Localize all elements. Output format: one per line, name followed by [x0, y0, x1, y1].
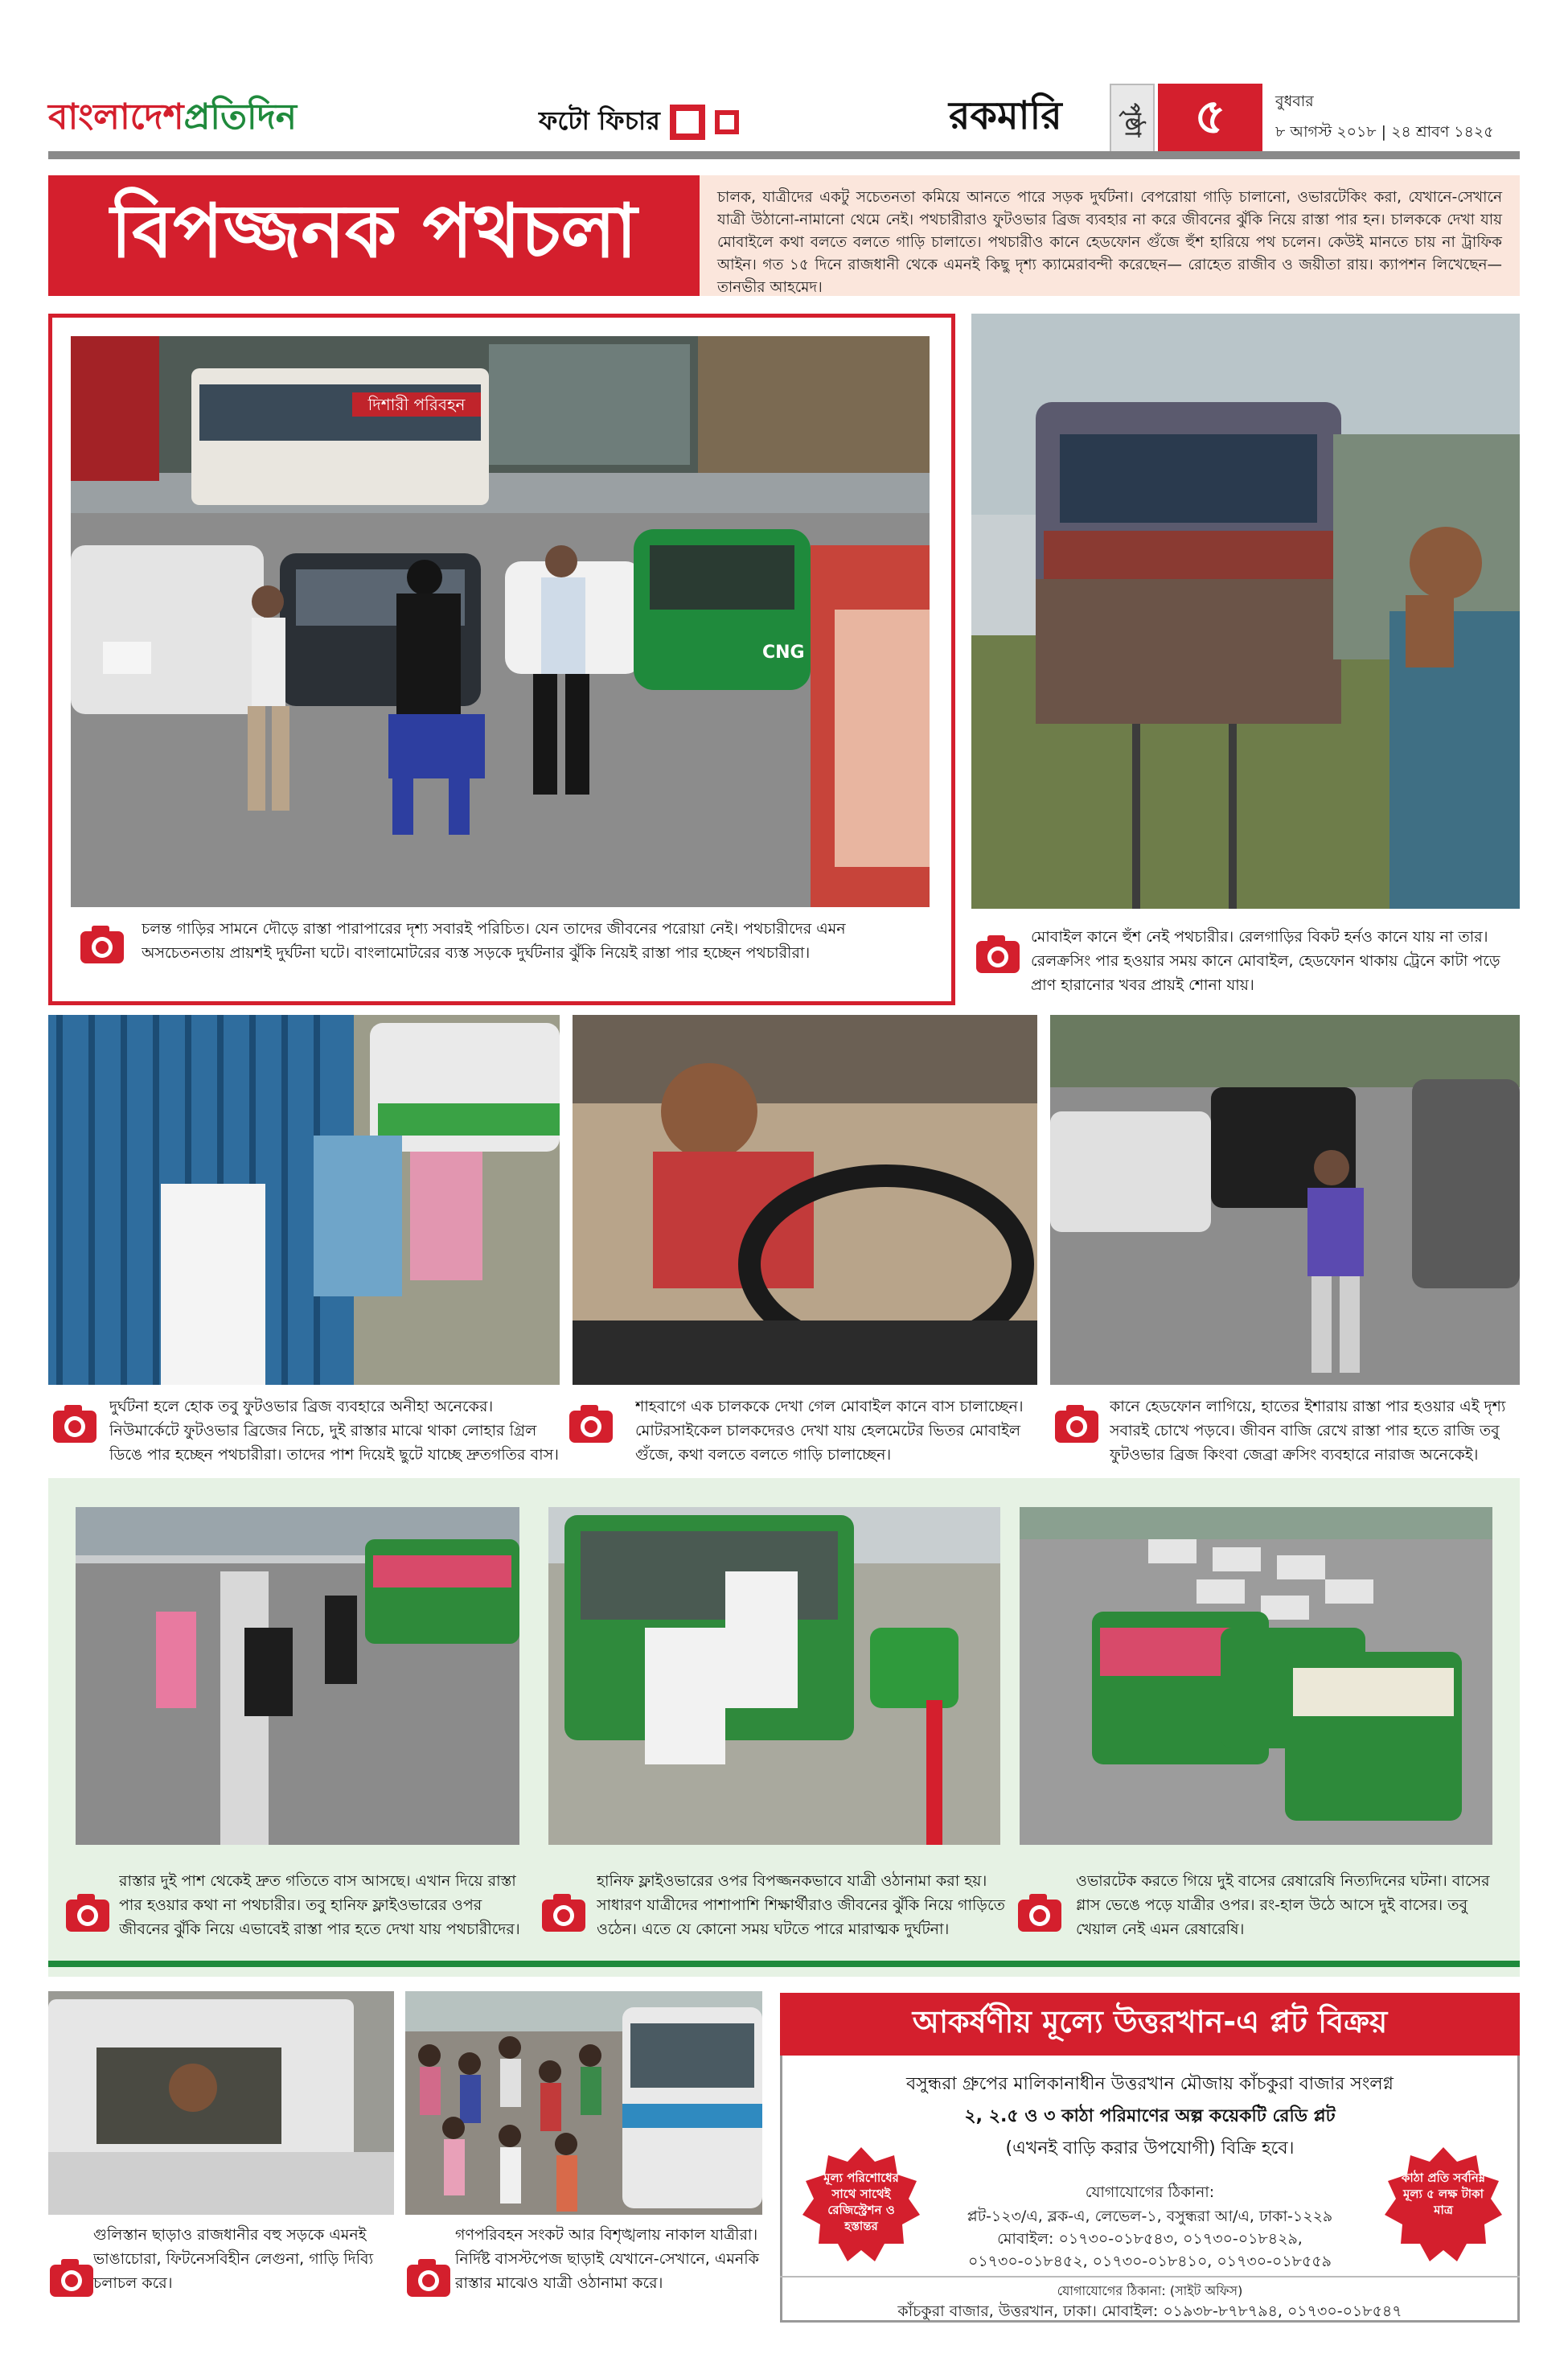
camera-icon	[51, 1403, 98, 1446]
issue-day: বুধবার	[1275, 92, 1314, 110]
feature-square-small-icon	[715, 110, 739, 134]
ad-site-line: কাঁচকুরা বাজার, উত্তরখান, ঢাকা। মোবাইল: ০১৯৩৮-৮৭৮৭৯৪, ০১৭৩০-০১৮৫৪৭	[897, 2302, 1402, 2320]
feature-label-text: ফটো ফিচার	[539, 105, 660, 136]
camera-icon	[975, 933, 1021, 976]
ad-contact-phone-1: মোবাইল: ০১৭৩০-০১৮৫৪৩, ০১৭৩০-০১৮৪২৯,	[997, 2230, 1303, 2248]
ad-title: আকর্ষণীয় মূল্যে উত্তরখান-এ প্লট বিক্রয়	[780, 1993, 1520, 2056]
bus-sign: দিশারী পরিবহন	[367, 395, 466, 414]
camera-icon	[568, 1403, 614, 1446]
brand-part1: বাংলাদেশ	[48, 97, 184, 138]
caption-6: রাস্তার দুই পাশ থেকেই দ্রুত গতিতে বাস আসছে। এখান দিয়ে রাস্তা পার হওয়ার কথা না পথচারীর। তবু হানিফ ফ্লাইওভারের ওপর জীবনের ঝুঁকি নিয়ে এভাবেই রাস্তা পার হতে দেখা যায় পথচারীদের।	[119, 1872, 520, 1938]
ad-contact-address: প্লট-১২৩/এ, ব্লক-এ, লেভেল-১, বসুন্ধরা আ/এ, ঢাকা-১২২৯	[967, 2208, 1333, 2225]
photo-feature-label	[539, 100, 739, 145]
photo-railing-crossing	[48, 1015, 560, 1385]
brand-part2: প্রতিদিন	[183, 97, 297, 138]
photo-train-phone	[971, 314, 1520, 909]
caption-5: কানে হেডফোন লাগিয়ে, হাতের ইশারায় রাস্তা পার হওয়ার এই দৃশ্য সবারই চোখে পড়বে। জীবন বাজি রেখে রাস্তা পার হতে রাজি তবু ফুটওভার ব্রিজ কিংবা জেব্রা ক্রসিং ব্যবহারে নারাজ অনেকেই।	[1110, 1398, 1506, 1464]
caption-3: দুর্ঘটনা হলে হোক তবু ফুটওভার ব্রিজ ব্যবহারে অনীহা অনেকের। নিউমার্কেটে ফুটওভার ব্রিজের নিচে, দুই রাস্তার মাঝে থাকা লোহার গ্রিল ডিঙে পার হচ্ছেন পথচারীরা। তাদের পাশ দিয়েই ছুটে যাচ্ছে দ্রুতগতির বাস।	[109, 1398, 559, 1464]
issue-date: ৮ আগস্ট ২০১৮ | ২৪ শ্রাবণ ১৪২৫	[1275, 123, 1494, 141]
camera-icon	[64, 1891, 111, 1935]
photo-bus-driver-phone	[573, 1015, 1037, 1385]
photo-street-crossing	[71, 336, 930, 907]
caption-7: হানিফ ফ্লাইওভারের ওপর বিপজ্জনকভাবে যাত্রী ওঠানামা করা হয়। সাধারণ যাত্রীদের পাশাপাশি শিক্ষার্থীরাও জীবনের ঝুঁকি নিয়ে গাড়িতে ওঠেন। এতে যে কোনো সময় ঘটতে পারে মারাত্মক দুর্ঘটনা।	[597, 1872, 1005, 1938]
photo-headphone-crossing	[1050, 1015, 1520, 1385]
caption-10: গণপরিবহন সংকট আর বিশৃঙ্খলায় নাকাল যাত্রীরা। নির্দিষ্ট বাসস্টপেজ ছাড়াই যেখানে-সেখানে, এমনকি রাস্তার মাঝেও যাত্রী ওঠানামা করে।	[455, 2226, 759, 2292]
ad-line-1: বসুন্ধরা গ্রুপের মালিকানাধীন উত্তরখান মৌজায় কাঁচকুরা বাজার সংলগ্ন	[906, 2074, 1394, 2094]
ad-site-label: যোগাযোগের ঠিকানা: (সাইট অফিস)	[1057, 2283, 1243, 2298]
intro-text: চালক, যাত্রীদের একটু সচেতনতা কমিয়ে আনতে পারে সড়ক দুর্ঘটনা। বেপরোয়া গাড়ি চালানো, ওভারটেকিং করা, যেখানে-সেখানে যাত্রী উঠানো-নামানো থেমে নেই। পথচারীরাও ফুটওভার ব্রিজ ব্যবহার না করে জীবনের ঝুঁকি নিয়ে রাস্তা পার হন। চালককে দেখা যায় মোবাইলে কথা বলতে বলতে গাড়ি চালাতে। পথচারীও কানে হেডফোন গুঁজে হুঁশ হারিয়ে পথ চলেন। কেউই মানতে চায় না ট্রাফিক আইন। গত ১৫ দিনে রাজধানী থেকে এমনই কিছু দৃশ্য ক্যামেরাবন্দী করেছেন— রোহেত রাজীব ও জয়ীতা রায়। ক্যাপশন লিখেছেন—তানভীর আহমেদ।	[700, 175, 1520, 296]
camera-icon	[48, 2257, 95, 2300]
photo-crowded-bus-stop	[405, 1991, 762, 2215]
headline: বিপজ্জনক পথচলা	[48, 175, 700, 296]
caption-2: মোবাইল কানে হুঁশ নেই পথচারীর। রেলগাড়ির বিকট হর্নও কানে যায় না তার। রেলক্রসিং পার হওয়ার সময় কানে মোবাইল, হেডফোন থাকায় ট্রেনে কাটা পড়ে প্রাণ হারানোর খবর প্রায়ই শোনা যায়।	[1031, 928, 1500, 994]
photo-bus-boarding	[548, 1507, 1000, 1845]
photo-flyover-divider	[76, 1507, 519, 1845]
page-label: পৃষ্ঠা	[1110, 84, 1155, 156]
ad-badge-right-text: কাঠা প্রতি সর্বনিম্ন মূল্য ৫ লক্ষ টাকা মাত্র	[1401, 2171, 1486, 2217]
ad-badge-left-text: মূল্য পরিশোধের সাথে সাথেই রেজিস্ট্রেশন ও হস্তান্তর	[823, 2171, 899, 2233]
camera-icon	[405, 2257, 452, 2300]
camera-icon	[1053, 1403, 1100, 1446]
caption-8: ওভারটেক করতে গিয়ে দুই বাসের রেষারেষি নিত্যদিনের ঘটনা। বাসের গ্লাস ভেঙে পড়ে যাত্রীর ওপর। রং-হাল উঠে আসে দুই বাসের। তবু খেয়াল নেই এমন রেষারেষি।	[1076, 1872, 1490, 1938]
feature-square-icon	[670, 105, 705, 140]
ad-contact-label: যোগাযোগের ঠিকানা:	[1085, 2183, 1215, 2201]
newspaper-logo	[48, 90, 306, 146]
photo-bus-race	[1020, 1507, 1492, 1845]
ad-contact-phone-2: ০১৭৩০-০১৮৪৫২, ০১৭৩০-০১৮৪১০, ০১৭৩০-০১৮৫৫৯	[967, 2253, 1332, 2270]
page-number: ৫	[1158, 84, 1262, 156]
masthead-rule	[48, 151, 1520, 159]
section-title: রকমারি	[949, 93, 1062, 138]
photo-broken-vehicle	[48, 1991, 394, 2215]
ad-line-2: ২, ২.৫ ও ৩ কাঠা পরিমাণের অল্প কয়েকটি রেডি প্লট	[964, 2106, 1336, 2126]
cng-text: CNG	[762, 643, 805, 663]
caption-9: গুলিস্তান ছাড়াও রাজধানীর বহু সড়কে এমনই ভাঙাচোরা, ফিটনেসবিহীন লেগুনা, গাড়ি দিব্যি চলাচল করে।	[93, 2226, 374, 2292]
camera-icon	[79, 923, 125, 967]
caption-4: শাহবাগে এক চালককে দেখা গেল মোবাইল কানে বাস চালাচ্ছেন। মোটরসাইকেল চালকদেরও দেখা যায় হেলমেটের ভিতর মোবাইল গুঁজে, কথা বলতে বলতে গাড়ি চালাচ্ছেন।	[635, 1398, 1024, 1464]
camera-icon	[540, 1891, 587, 1935]
ad-line-3: (এখনই বাড়ি করার উপযোগী) বিক্রি হবে।	[1005, 2138, 1295, 2158]
caption-1: চলন্ত গাড়ির সামনে দৌড়ে রাস্তা পারাপারের দৃশ্য সবারই পরিচিত। যেন তাদের জীবনের পরোয়া নেই। পথচারীদের এমন অসচেতনতায় প্রায়শই দুর্ঘটনা ঘটে। বাংলামোটরের ব্যস্ত সড়কে দুর্ঘটনার ঝুঁকি নিয়েই রাস্তা পার হচ্ছেন পথচারীরা।	[142, 920, 846, 962]
green-divider	[48, 1961, 1520, 1967]
ad-separator	[780, 2276, 1520, 2277]
camera-icon	[1016, 1891, 1063, 1935]
